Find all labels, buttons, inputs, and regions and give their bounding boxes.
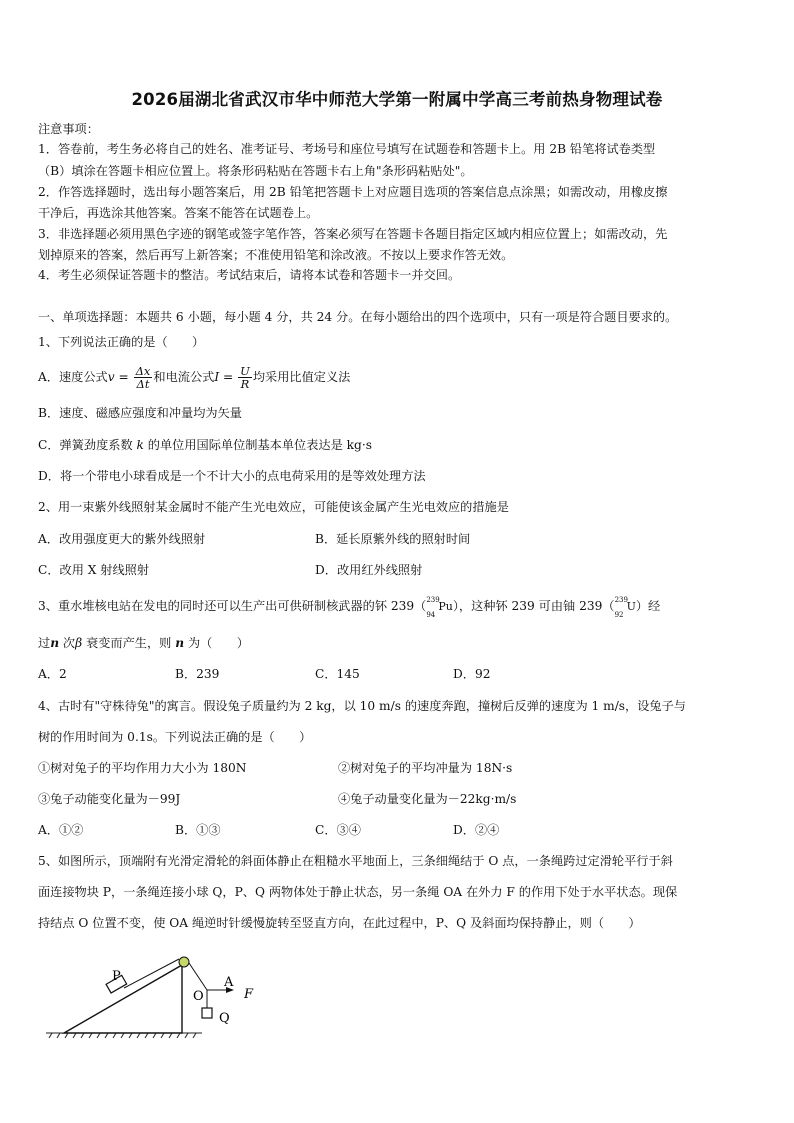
- q1-option-d: D．将一个带电小球看成是一个不计大小的点电荷采用的是等效处理方法: [38, 469, 426, 483]
- note-line-3: 2．作答选择题时，选出每小题答案后，用 2B 铅笔把答题卡上对应题目选项的答案信息点涂黑；如需改动，用橡皮擦: [38, 185, 668, 199]
- q1-a-post: 均采用比值定义法: [252, 370, 351, 384]
- q3-option-b: B．239: [175, 667, 220, 681]
- rope-p: [124, 959, 179, 988]
- q4-line1: 4、古时有"守株待兔"的寓言。假设兔子质量约为 2 kg，以 10 m/s 的速度奔跑，撞树后反弹的速度为 1 m/s，设兔子与: [38, 699, 686, 713]
- q3-stem-pre: 3、重水堆核电站在发电的同时还可以生产出可供研制核武器的钚 239（: [38, 599, 427, 613]
- u-mass-number: 239: [614, 595, 628, 604]
- current-fraction: [238, 365, 252, 390]
- pu-mass-number: 239: [426, 595, 440, 604]
- incline-body: [64, 965, 182, 1033]
- pu-nuclide: [426, 595, 453, 619]
- q1-c-prefix: C．弹簧劲度系数: [38, 438, 137, 452]
- note-line-1: 1．答卷前，考生务必将自己的姓名、准考证号、考场号和座位号填写在试题卷和答题卡上。用 2B 铅笔将试卷类型: [38, 142, 656, 156]
- q1-option-a: [38, 362, 350, 392]
- q3-option-c: C．145: [315, 667, 360, 681]
- q4-option-c: C．③④: [315, 823, 361, 837]
- q3-n-1: n: [50, 636, 60, 650]
- q5-line1: 5、如图所示，顶端附有光滑定滑轮的斜面体静止在粗糙水平地面上，三条细绳结于 O 点，一条绳跨过定滑轮平行于斜: [38, 854, 673, 868]
- q2-option-a: A．改用强度更大的紫外线照射: [38, 532, 206, 546]
- q3-stem-mid: ），这种钚 239 可由铀 239（: [452, 599, 615, 613]
- q4-option-d: D．②④: [453, 823, 500, 837]
- q1-a-prefix: A．速度公式: [38, 370, 108, 384]
- q1-a-equals-2: =: [219, 370, 238, 384]
- velocity-den: Δt: [136, 377, 150, 391]
- notes-heading: 注意事项：: [38, 122, 99, 136]
- rope-to-o: [189, 963, 207, 990]
- q4-statement-3: ③兔子动能变化量为－99J: [38, 792, 181, 806]
- note-line-7: 4．考生必须保证答题卡的整洁。考试结束后，请将本试卷和答题卡一并交回。: [38, 268, 461, 282]
- u-symbol: U: [626, 599, 636, 613]
- u-atomic-number: 92: [614, 610, 624, 619]
- q4-statement-1: ①树对兔子的平均作用力大小为 180N: [38, 761, 247, 775]
- q3-option-d: D．92: [453, 667, 491, 681]
- note-line-6: 划掉原来的答案，然后再写上新答案；不准使用铅笔和涂改液。不按以上要求作答无效。: [38, 248, 514, 262]
- current-den: R: [240, 377, 250, 391]
- q3-l2-d: 为（ ）: [184, 636, 249, 650]
- q1-a-i: I: [214, 370, 220, 384]
- q3-n-2: n: [175, 636, 185, 650]
- q1-a-mid: 和电流公式: [153, 370, 215, 384]
- q1-a-equals: =: [114, 370, 133, 384]
- ground: [46, 1033, 202, 1038]
- velocity-num: Δx: [135, 364, 151, 378]
- label-p: P: [112, 969, 121, 984]
- q3-l2-a: 过: [38, 636, 51, 650]
- u-nuclide: [614, 595, 636, 619]
- q3-l2-c: 衰变而产生，则: [82, 636, 176, 650]
- q1-a-v: v: [107, 370, 115, 384]
- velocity-fraction: [134, 365, 153, 390]
- q2-option-c: C．改用 X 射线照射: [38, 563, 150, 577]
- q4-statement-2: ②树对兔子的平均冲量为 18N·s: [338, 761, 513, 775]
- note-line-2: （B）填涂在答题卡相应位置上。将条形码粘贴在答题卡右上角"条形码粘贴处"。: [38, 164, 473, 178]
- label-q: Q: [219, 1011, 230, 1026]
- q2-option-d: D．改用红外线照射: [315, 563, 423, 577]
- q2-stem: 2、用一束紫外线照射某金属时不能产生光电效应，可能使该金属产生光电效应的措施是: [38, 500, 509, 514]
- label-o: O: [193, 989, 204, 1004]
- label-a: A: [224, 975, 234, 990]
- q1-option-c: [38, 437, 372, 453]
- note-line-4: 干净后，再选涂其他答案。答案不能答在试题卷上。: [38, 206, 319, 220]
- incline-pulley-figure: [44, 950, 284, 1040]
- q4-option-b: B．①③: [175, 823, 221, 837]
- section-heading: 一、单项选择题：本题共 6 小题，每小题 4 分，共 24 分。在每小题给出的四个选项中，只有一项是符合题目要求的。: [38, 310, 678, 324]
- pu-symbol: Pu: [438, 599, 453, 613]
- q3-l2-b: 次: [59, 636, 76, 650]
- q5-line2: 面连接物块 P，一条绳连接小球 Q，P、Q 两物体处于静止状态，另一条绳 OA 在外力 F 的作用下处于水平状态。现保: [38, 885, 678, 899]
- q1-c-post: 的单位用国际单位制基本单位表达是 kg·s: [143, 438, 372, 452]
- q3-stem-line2: [38, 635, 249, 651]
- note-line-5: 3．非选择题必须用黑色字迹的钢笔或签字笔作答，答案必须写在答题卡各题目指定区域内相应位置上；如需改动，先: [38, 227, 668, 241]
- q3-beta: β: [75, 636, 83, 650]
- q3-stem-end: ）经: [635, 599, 661, 613]
- q4-statement-4: ④兔子动量变化量为－22kg·m/s: [338, 792, 517, 806]
- page-title: 2026届湖北省武汉市华中师范大学第一附属中学高三考前热身物理试卷: [131, 90, 663, 109]
- q2-option-b: B．延长原紫外线的照射时间: [315, 532, 471, 546]
- q3-option-a: A．2: [38, 667, 67, 681]
- q3-stem-line1: [38, 595, 661, 619]
- q4-option-a: A．①②: [38, 823, 84, 837]
- q1-stem: 1、下列说法正确的是（ ）: [38, 335, 205, 349]
- q4-line2: 树的作用时间为 0.1s。下列说法正确的是（ ）: [38, 730, 312, 744]
- pu-atomic-number: 94: [426, 610, 436, 619]
- q5-line3: 持结点 O 位置不变，使 OA 绳逆时针缓慢旋转至竖直方向，在此过程中，P、Q 及斜面均保持静止，则（ ）: [38, 916, 641, 930]
- pulley: [179, 957, 189, 967]
- ball-q: [202, 1008, 212, 1018]
- label-f: F: [244, 987, 254, 1002]
- q1-c-k: k: [136, 438, 144, 452]
- q1-option-b: B．速度、磁感应强度和冲量均为矢量: [38, 406, 242, 420]
- current-num: U: [240, 364, 250, 378]
